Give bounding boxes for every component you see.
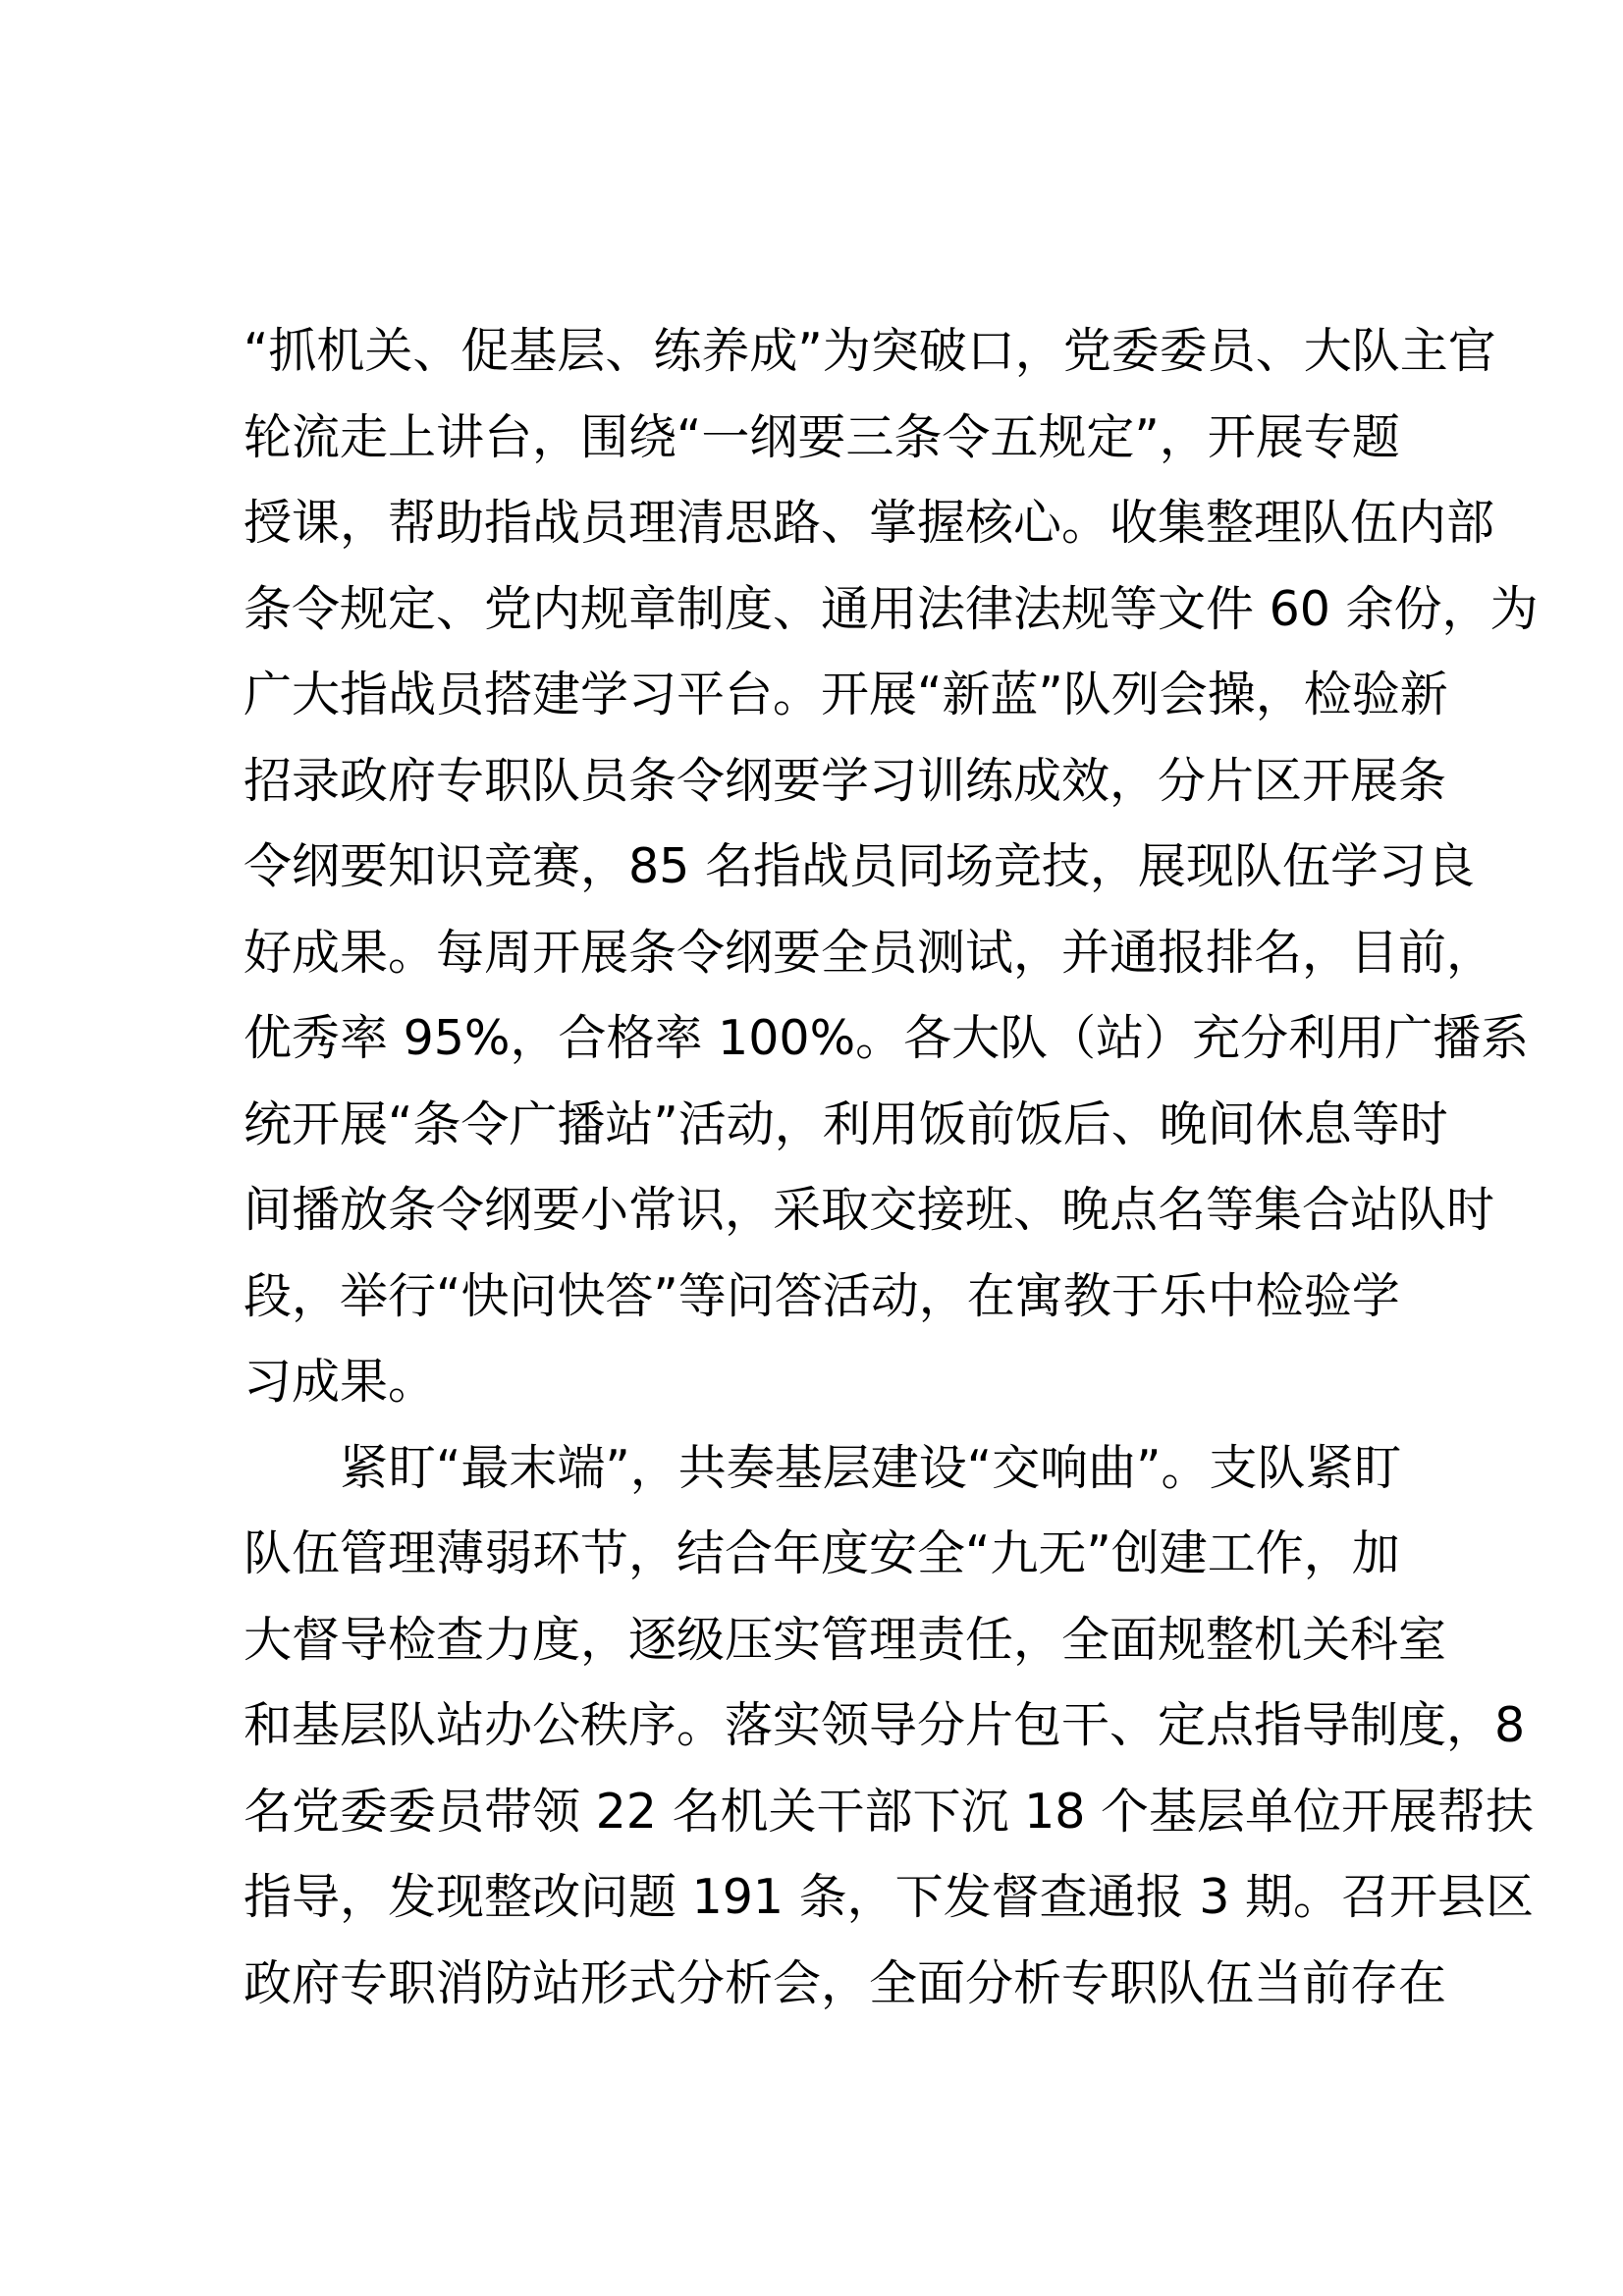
text-line: 大督导检查力度，逐级压实管理责任，全面规整机关科室 — [243, 1611, 1447, 1668]
text-line: 段，举行“快问快答”等问答活动，在寓教于乐中检验学 — [243, 1267, 1400, 1324]
text-line: 指导，发现整改问题 191 条，下发督查通报 3 期。召开县区 — [243, 1869, 1535, 1925]
text-line: “抓机关、促基层、练养成”为突破口，党委委员、大队主官 — [243, 323, 1496, 379]
body-text — [243, 308, 1539, 2026]
text-line: 政府专职消防站形式分析会，全面分析专职队伍当前存在 — [243, 1954, 1447, 2011]
text-line: 令纲要知识竞赛，85 名指战员同场竞技，展现队伍学习良 — [243, 838, 1475, 894]
text-line: 队伍管理薄弱环节，结合年度安全“九无”创建工作，加 — [243, 1525, 1400, 1581]
text-line: 间播放条令纲要小常识，采取交接班、晚点名等集合站队时 — [243, 1182, 1495, 1238]
text-line: 条令规定、党内规章制度、通用法律法规等文件 60 余份，为 — [243, 580, 1539, 637]
text-line: 统开展“条令广播站”活动，利用饭前饭后、晚间休息等时 — [243, 1095, 1448, 1152]
text-line: 好成果。每周开展条令纲要全员测试，并通报排名，目前， — [243, 924, 1495, 981]
text-line: 授课，帮助指战员理清思路、掌握核心。收集整理队伍内部 — [243, 495, 1495, 551]
text-line: 紧盯“最末端”，共奏基层建设“交响曲”。支队紧盯 — [340, 1439, 1402, 1496]
text-line: 和基层队站办公秩序。落实领导分片包干、定点指导制度，8 — [243, 1697, 1526, 1753]
text-line: 招录政府专职队员条令纲要学习训练成效，分片区开展条 — [243, 752, 1447, 809]
text-line: 广大指战员搭建学习平台。开展“新蓝”队列会操，检验新 — [243, 667, 1448, 722]
text-line: 轮流走上讲台，围绕“一纲要三条令五规定”，开展专题 — [243, 408, 1400, 465]
text-line: 习成果。 — [243, 1354, 437, 1410]
text-line: 名党委委员带领 22 名机关干部下沉 18 个基层单位开展帮扶 — [243, 1783, 1535, 1840]
text-line: 优秀率 95%，合格率 100%。各大队（站）充分利用广播系 — [243, 1010, 1530, 1066]
